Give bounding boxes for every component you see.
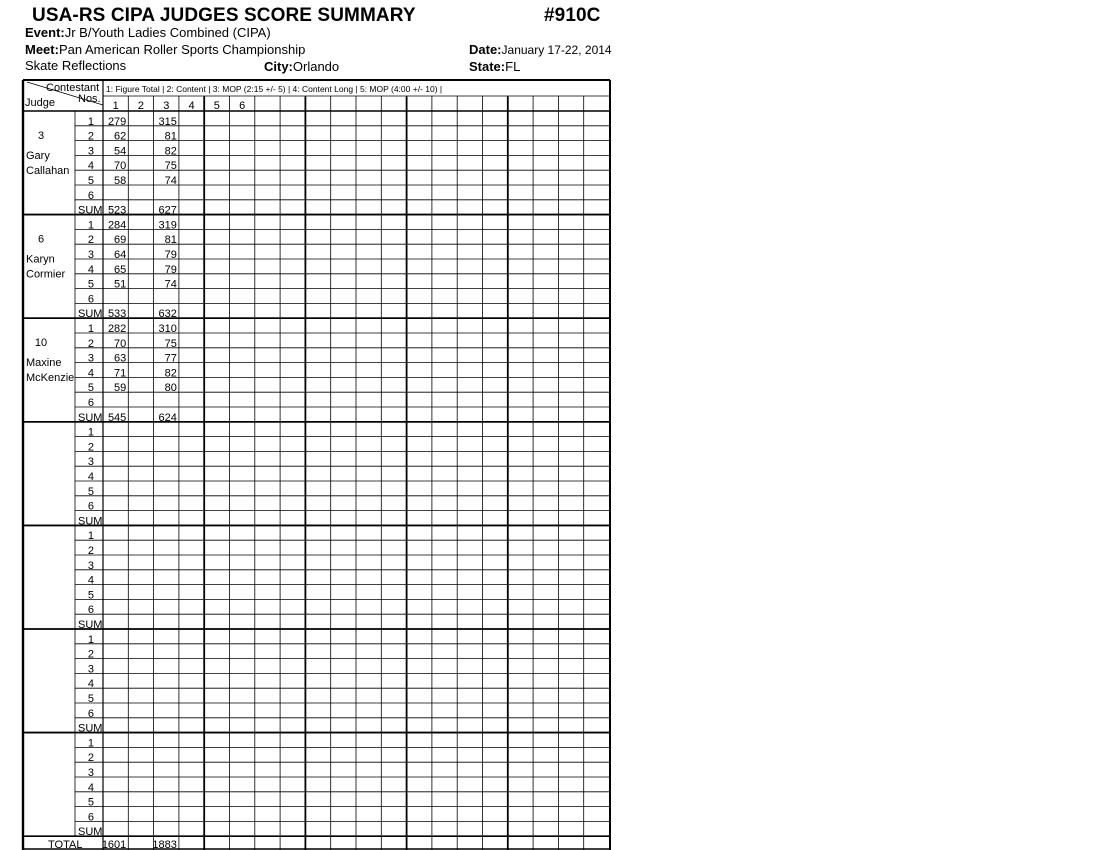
judge-first-name: Maxine	[26, 357, 62, 370]
score-cell: 65	[114, 263, 127, 276]
score-cell: 80	[164, 382, 177, 395]
total-cell: 1601	[101, 839, 127, 850]
row-number-label: 5	[87, 278, 94, 291]
score-cell: 71	[114, 367, 127, 380]
score-cell: 69	[114, 234, 127, 247]
row-number-label: 3	[87, 352, 94, 365]
judge-number: 6	[37, 233, 45, 246]
row-number-label: 6	[87, 189, 94, 202]
total-cell: 1883	[152, 839, 177, 850]
row-number-label: 1	[87, 426, 94, 439]
score-cell: 523	[107, 204, 127, 217]
sum-row-label: SUM	[78, 515, 103, 528]
score-cell: 59	[114, 382, 127, 395]
contestant-number-header: 6	[239, 100, 246, 112]
city-label: City:	[264, 59, 293, 74]
row-number-label: 6	[87, 293, 94, 306]
score-cell: 79	[164, 263, 177, 276]
row-number-label: 2	[87, 752, 94, 765]
score-cell: 284	[107, 219, 127, 232]
event-label: Event:	[25, 25, 65, 40]
row-number-label: 1	[87, 219, 94, 232]
score-cell: 81	[164, 130, 177, 143]
row-number-label: 4	[87, 160, 94, 173]
score-cell: 51	[114, 278, 127, 291]
page-title: USA-RS CIPA JUDGES SCORE SUMMARY	[32, 5, 416, 26]
row-number-label: 4	[87, 574, 94, 587]
row-number-label: 2	[87, 130, 94, 143]
contestant-number-header: 4	[188, 100, 195, 112]
score-cell: 315	[158, 115, 177, 128]
score-cell: 74	[164, 278, 177, 291]
corner-nos-label: Nos.	[78, 93, 101, 105]
row-number-label: 2	[87, 648, 94, 661]
sum-row-label: SUM	[78, 826, 103, 839]
judge-number: 10	[34, 337, 48, 350]
score-cell: 58	[114, 175, 127, 187]
judge-number: 3	[37, 130, 45, 142]
date-value: January 17-22, 2014	[501, 43, 612, 57]
score-cell: 310	[158, 323, 177, 335]
score-cell: 627	[158, 204, 177, 217]
meet-label: Meet:	[25, 42, 59, 57]
row-number-label: 5	[87, 485, 94, 498]
row-number-label: 5	[87, 382, 94, 395]
sum-row-label: SUM	[78, 619, 103, 631]
corner-contestant-label: Contestant	[46, 82, 100, 94]
row-number-label: 3	[87, 767, 94, 779]
meet-value: Pan American Roller Sports Championship	[58, 42, 306, 57]
state-value: FL	[505, 59, 521, 74]
judge-last-name: Callahan	[26, 165, 70, 177]
row-number-label: 2	[87, 441, 94, 454]
row-number-label: 5	[87, 589, 94, 602]
contestant-number-header: 3	[163, 100, 170, 112]
contestant-number-header: 1	[112, 100, 119, 112]
row-number-label: 1	[87, 115, 94, 128]
score-cell: 54	[114, 145, 127, 158]
row-number-label: 6	[87, 707, 94, 720]
row-number-label: 3	[87, 559, 94, 572]
event-number: #910C	[544, 5, 601, 26]
score-cell: 75	[164, 337, 177, 350]
total-row-label: TOTAL	[48, 839, 83, 850]
score-cell: 533	[107, 308, 127, 321]
row-number-label: 3	[87, 249, 94, 261]
score-cell: 74	[164, 175, 177, 187]
club-name: Skate Reflections	[25, 58, 127, 73]
row-number-label: 6	[87, 811, 94, 824]
judge-last-name: McKenzie	[26, 372, 75, 385]
score-cell: 282	[107, 323, 127, 335]
score-cell: 81	[164, 234, 177, 247]
row-number-label: 1	[87, 323, 94, 335]
row-number-label: 2	[87, 234, 94, 247]
judge-first-name: Gary	[26, 150, 50, 162]
score-cell: 70	[114, 160, 127, 173]
event-value: Jr B/Youth Ladies Combined (CIPA)	[64, 25, 271, 40]
sum-row-label: SUM	[78, 722, 103, 735]
scoring-legend: 1: Figure Total | 2: Content | 3: MOP (2:15 +/- 5) | 4: Content Long | 5: MOP (4:00 +/- 10) |	[106, 84, 443, 94]
row-number-label: 3	[87, 663, 94, 676]
score-cell: 70	[114, 337, 127, 350]
row-number-label: 6	[87, 500, 94, 513]
date-label: Date:	[469, 42, 502, 57]
row-number-label: 1	[87, 633, 94, 646]
row-number-label: 4	[87, 781, 94, 794]
row-number-label: 3	[87, 456, 94, 469]
row-number-label: 4	[87, 471, 94, 483]
score-cell: 64	[114, 249, 127, 261]
score-cell: 632	[158, 308, 177, 321]
row-number-label: 6	[87, 604, 94, 617]
sum-row-label: SUM	[78, 308, 103, 321]
judge-first-name: Karyn	[26, 253, 55, 266]
score-cell: 77	[164, 352, 177, 365]
judge-last-name: Cormier	[26, 268, 66, 281]
score-cell: 624	[158, 411, 177, 424]
corner-judge-label: Judge	[25, 97, 55, 109]
score-cell: 319	[158, 219, 177, 232]
row-number-label: 5	[87, 796, 94, 809]
row-number-label: 3	[87, 145, 94, 158]
score-cell: 62	[114, 130, 127, 143]
row-number-label: 1	[87, 737, 94, 750]
contestant-number-header: 2	[137, 100, 145, 112]
sum-row-label: SUM	[78, 411, 103, 424]
row-number-label: 4	[87, 263, 94, 276]
score-cell: 82	[164, 367, 177, 380]
score-cell: 279	[107, 115, 127, 128]
row-number-label: 1	[87, 530, 94, 543]
row-number-label: 2	[87, 545, 94, 557]
row-number-label: 2	[87, 337, 94, 350]
score-cell: 63	[114, 352, 127, 365]
city-value: Orlando	[292, 59, 340, 74]
row-number-label: 5	[87, 175, 94, 187]
row-number-label: 5	[87, 693, 94, 705]
score-cell: 75	[164, 160, 177, 173]
row-number-label: 6	[87, 397, 94, 409]
score-cell: 545	[107, 411, 127, 424]
row-number-label: 4	[87, 367, 94, 380]
state-label: State:	[469, 59, 506, 74]
score-cell: 82	[164, 145, 177, 158]
row-number-label: 4	[87, 678, 94, 691]
score-cell: 79	[164, 249, 177, 261]
sum-row-label: SUM	[78, 204, 103, 217]
contestant-number-header: 5	[213, 100, 220, 112]
